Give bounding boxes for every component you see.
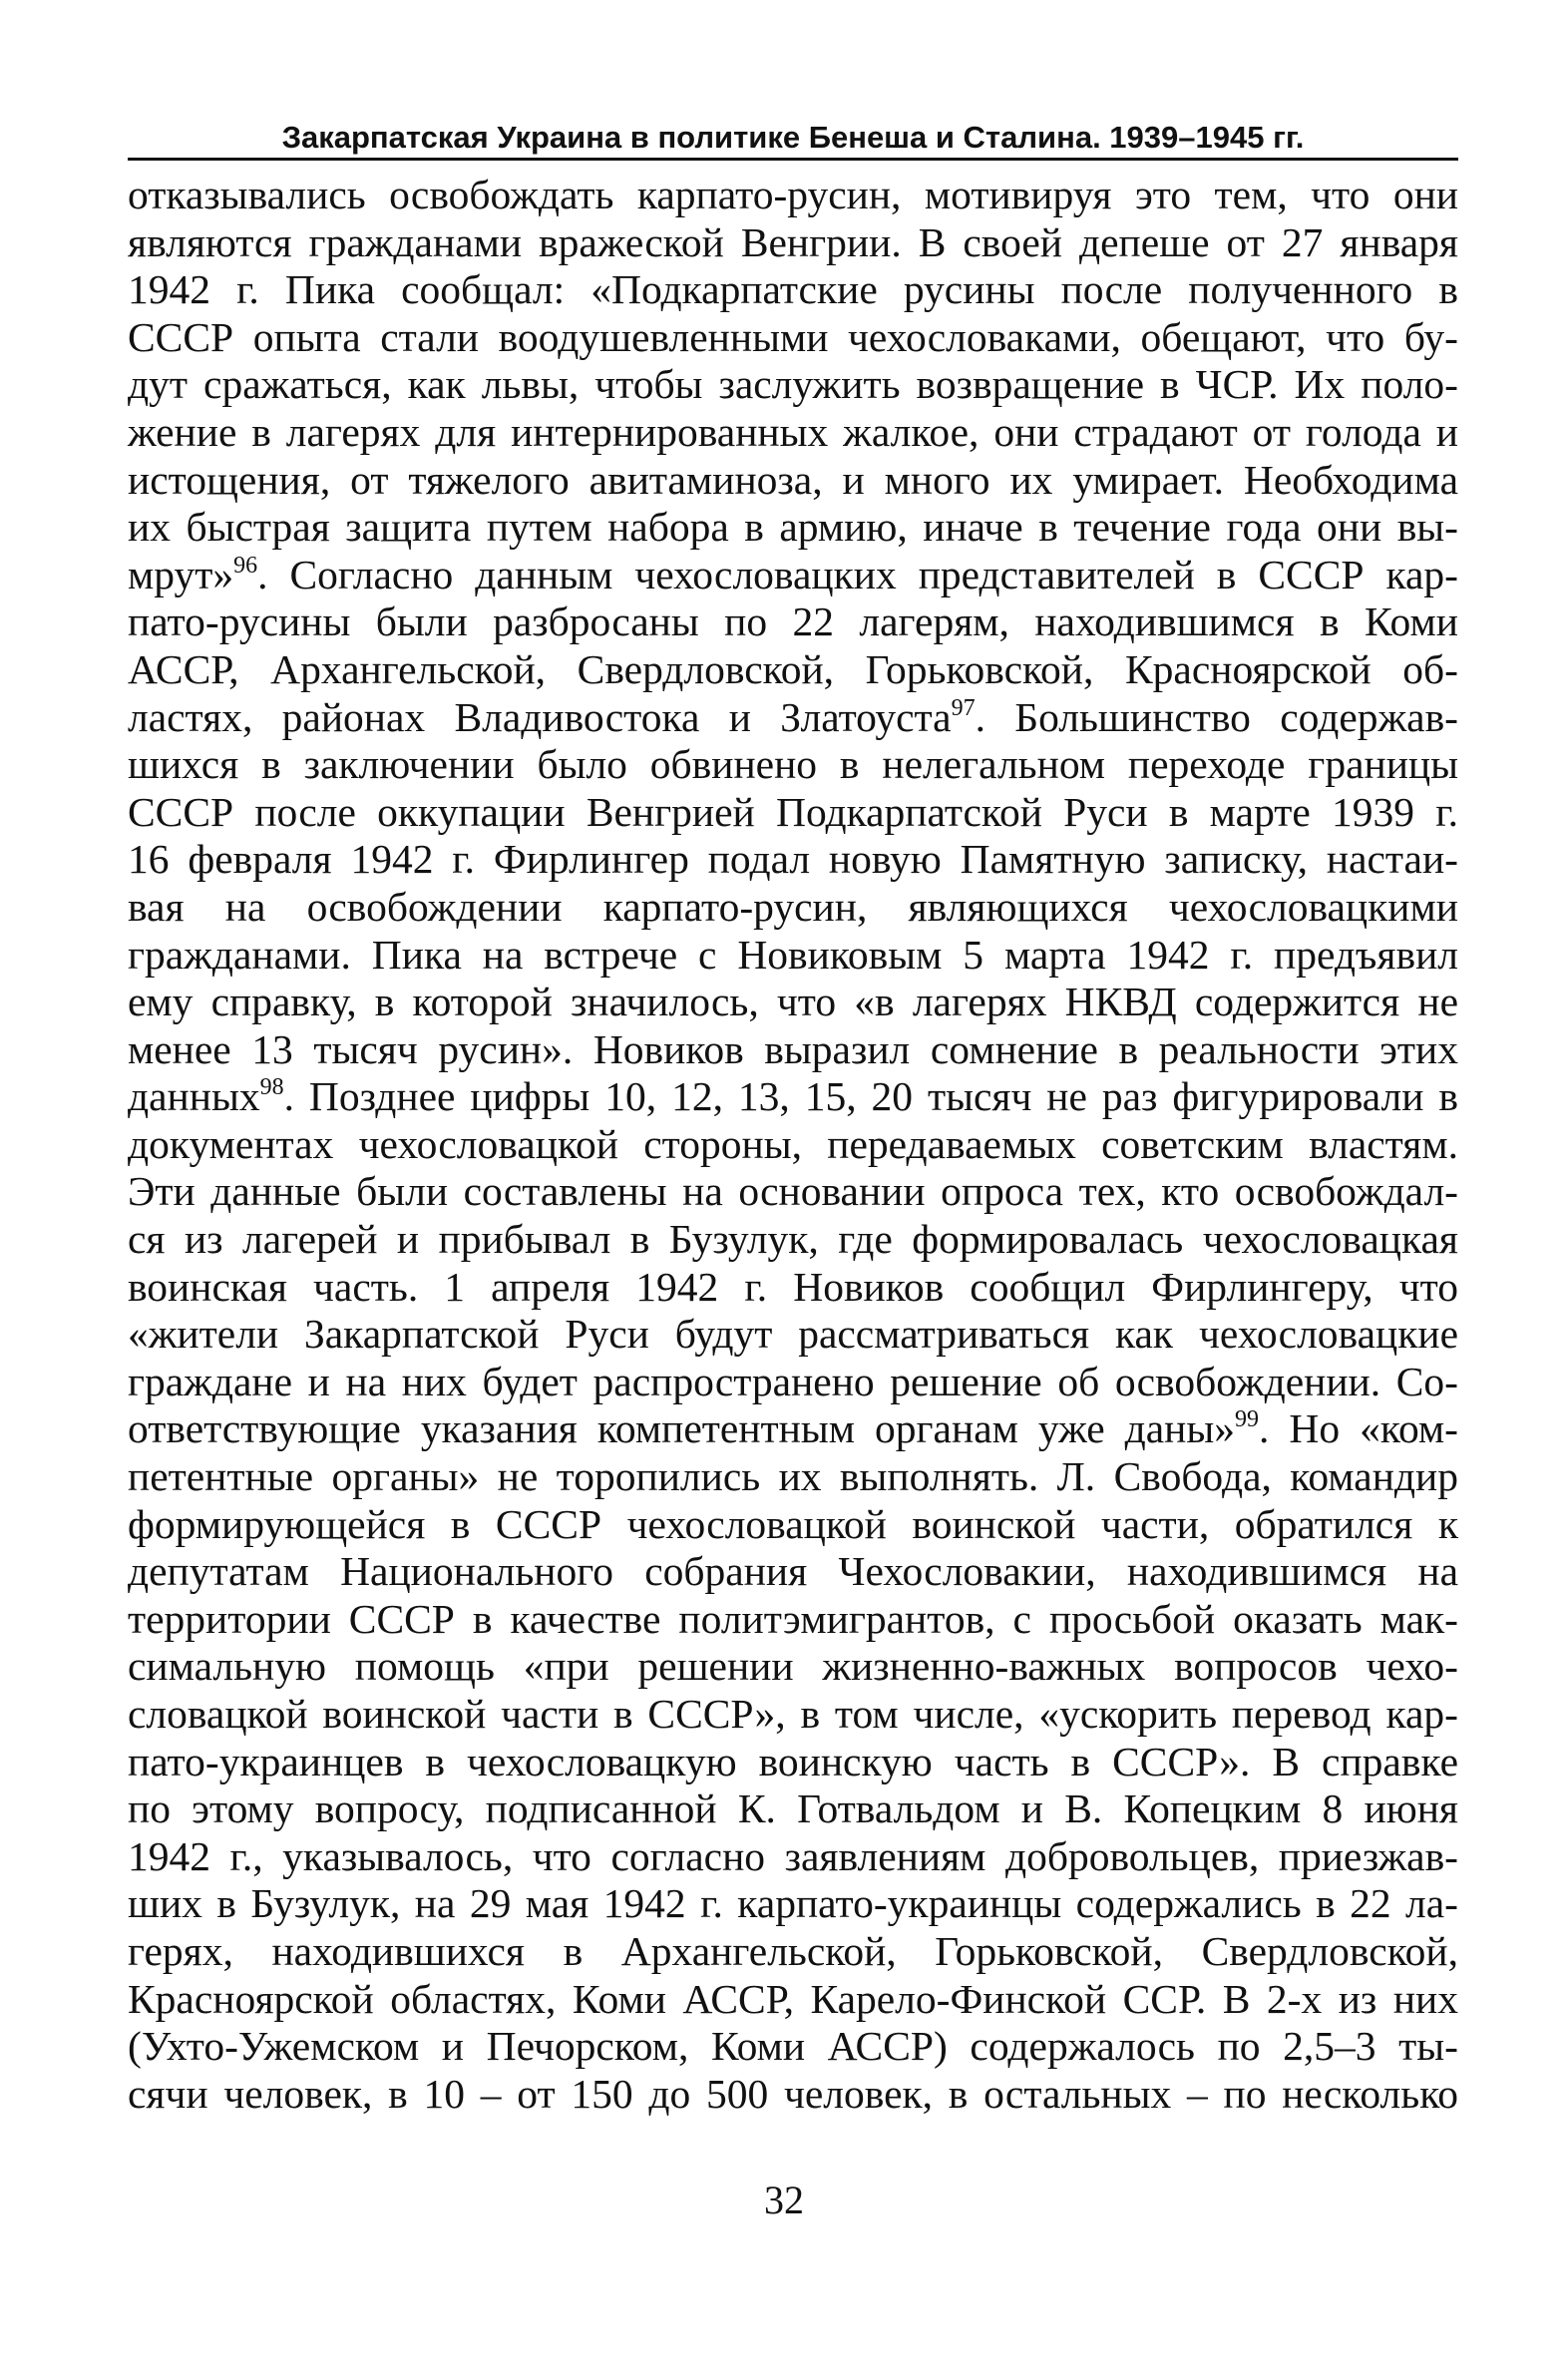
text-line: 1942 г., указывалось, что согласно заявлениям добровольцев, приезжав-	[128, 1832, 1458, 1879]
text-line: шихся в заключении было обвинено в нелегальном переходе границы	[128, 741, 1458, 788]
text-line: пато-украинцев в чехословацкую воинскую часть в СССР». В справке	[128, 1738, 1458, 1784]
text-line: (Ухто-Ужемском и Печорском, Коми АССР) содержалось по 2,5–3 ты-	[128, 2023, 1458, 2070]
text-line: данных$^{98}$. Позднее цифры 10, 12, 13, 15, 20 тысяч не раз фигурировали в	[128, 1073, 1458, 1120]
text-line: СССР опыта стали воодушевленными чехословаками, обещают, что бу-	[128, 313, 1458, 360]
body-text	[128, 172, 1458, 2118]
text-line: «жители Закарпатской Руси будут рассматриваться как чехословацкие	[128, 1311, 1458, 1358]
text-line: истощения, от тяжелого авитаминоза, и много их умирает. Необходима	[128, 456, 1458, 503]
text-line: ших в Бузулук, на 29 мая 1942 г. карпато-украинцы содержались в 22 ла-	[128, 1880, 1458, 1927]
text-line: 1942 г. Пика сообщал: «Подкарпатские русины после полученного в	[128, 266, 1458, 313]
text-line: формирующейся в СССР чехословацкой воинской части, обратился к	[128, 1500, 1458, 1547]
footnote-ref: 99	[1235, 1406, 1260, 1433]
text-line: менее 13 тысяч русин». Новиков выразил сомнение в реальности этих	[128, 1025, 1458, 1072]
text-line: СССР после оккупации Венгрией Подкарпатской Руси в марте 1939 г.	[128, 788, 1458, 835]
footnote-ref: 96	[233, 552, 258, 579]
text-line: гражданами. Пика на встрече с Новиковым 5 марта 1942 г. предъявил	[128, 931, 1458, 978]
text-line: жение в лагерях для интернированных жалкое, они страдают от голода и	[128, 408, 1458, 455]
text-line: территории СССР в качестве политэмигрантов, с просьбой оказать мак-	[128, 1595, 1458, 1642]
text-line: ответствующие указания компетентным органам уже даны»$^{99}$. Но «ком-	[128, 1405, 1458, 1452]
footnote-ref: 98	[259, 1074, 284, 1101]
text-line: сячи человек, в 10 – от 150 до 500 человек, в остальных – по несколько	[128, 2070, 1458, 2117]
text-line: являются гражданами вражеской Венгрии. В своей депеше от 27 января	[128, 218, 1458, 265]
text-line: граждане и на них будет распространено решение об освобождении. Со-	[128, 1358, 1458, 1404]
text-line: ему справку, в которой значилось, что «в лагерях НКВД содержится не	[128, 979, 1458, 1025]
page-number: 32	[764, 2177, 804, 2222]
text-line: по этому вопросу, подписанной К. Готвальдом и В. Копецким 8 июня	[128, 1785, 1458, 1832]
text-line: Эти данные были составлены на основании опроса тех, кто освобождал-	[128, 1168, 1458, 1215]
footnote-ref: 97	[951, 694, 976, 721]
running-header: Закарпатская Украина в политике Бенеша и Сталина. 1939–1945 гг.	[281, 120, 1305, 155]
text-line: петентные органы» не торопились их выполнять. Л. Свобода, командир	[128, 1453, 1458, 1500]
text-line: герях, находившихся в Архангельской, Горьковской, Свердловской,	[128, 1927, 1458, 1974]
header-rule	[128, 158, 1458, 161]
text-line: ластях, районах Владивостока и Златоуста$^{97}$. Большинство содержав-	[128, 693, 1458, 740]
text-line: отказывались освобождать карпато-русин, мотивируя это тем, что они	[128, 172, 1458, 217]
text-line: депутатам Национального собрания Чехословакии, находившимся на	[128, 1548, 1458, 1595]
text-line: воинская часть. 1 апреля 1942 г. Новиков сообщил Фирлингеру, что	[128, 1263, 1458, 1310]
text-line: пато-русины были разбросаны по 22 лагерям, находившимся в Коми	[128, 598, 1458, 645]
text-line: словацкой воинской части в СССР», в том числе, «ускорить перевод кар-	[128, 1691, 1458, 1737]
text-line: их быстрая защита путем набора в армию, иначе в течение года они вы-	[128, 504, 1458, 551]
text-line: дут сражаться, как львы, чтобы заслужить возвращение в ЧСР. Их поло-	[128, 361, 1458, 408]
text-line: ся из лагерей и прибывал в Бузулук, где формировалась чехословацкая	[128, 1216, 1458, 1263]
text-line: мрут»$^{96}$. Согласно данным чехословацких представителей в СССР кар-	[128, 551, 1458, 597]
text-line: вая на освобождении карпато-русин, являющихся чехословацкими	[128, 883, 1458, 930]
text-line: документах чехословацкой стороны, передаваемых советским властям.	[128, 1120, 1458, 1167]
text-line: Красноярской областях, Коми АССР, Карело-Финской ССР. В 2-х из них	[128, 1975, 1458, 2022]
text-line: 16 февраля 1942 г. Фирлингер подал новую Памятную записку, настаи-	[128, 836, 1458, 883]
text-line: симальную помощь «при решении жизненно-важных вопросов чехо-	[128, 1643, 1458, 1690]
text-line: АССР, Архангельской, Свердловской, Горьковской, Красноярской об-	[128, 645, 1458, 692]
